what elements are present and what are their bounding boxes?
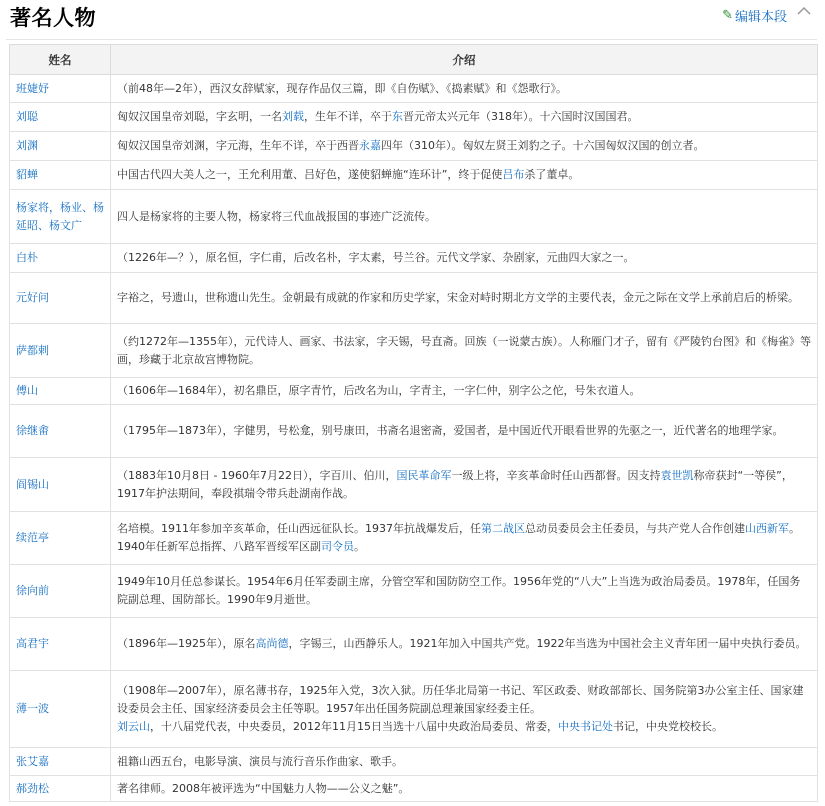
- intro-inline-link[interactable]: 刘载: [282, 110, 304, 123]
- person-intro-cell: [111, 618, 818, 671]
- intro-text: （1606年—1684年），初名鼎臣，原字青竹，后改名为山，字青主，一字仁仲，别字公之佗，号朱衣道人。: [117, 384, 641, 397]
- person-name-cell: [10, 458, 111, 512]
- intro-text: （前48年—2年），西汉女辞赋家，现存作品仅三篇，即《自伤赋》、《捣素赋》和《怨歌行》。: [117, 81, 567, 95]
- table-row: [10, 378, 818, 405]
- intro-inline-link[interactable]: 刘云山: [117, 720, 150, 733]
- intro-inline-link[interactable]: 永嘉: [359, 139, 381, 152]
- intro-inline-link[interactable]: 袁世凯: [660, 468, 694, 482]
- intro-text: 一级上将，辛亥革命时任山西都督。因支持: [451, 468, 661, 482]
- person-name-cell: [10, 75, 111, 103]
- intro-text: （1226年—？），原名恒，字仁甫，后改名朴，字太素，号兰谷。元代文学家、杂剧家，元曲四大家之一。: [117, 251, 635, 264]
- table-row: [10, 324, 818, 378]
- person-name-link[interactable]: 徐向前: [16, 584, 49, 597]
- table-row: [10, 405, 818, 458]
- person-intro-cell: [111, 748, 818, 776]
- table-row: [10, 512, 818, 565]
- person-name-link[interactable]: 貂蝉: [16, 168, 38, 181]
- intro-inline-link[interactable]: 第二战区: [481, 522, 525, 535]
- person-intro-cell: [111, 776, 818, 802]
- person-name-cell: [10, 378, 111, 405]
- person-name-link[interactable]: 高君宇: [16, 637, 49, 650]
- column-header-intro: 介绍: [111, 45, 818, 75]
- table-row: [10, 161, 818, 190]
- intro-inline-link[interactable]: 高尚德: [255, 637, 289, 650]
- intro-inline-link[interactable]: 司令员: [321, 540, 354, 553]
- intro-text: 总动员委员会主任委员，与共产党人合作创建: [525, 522, 745, 535]
- intro-text: 晋元帝太兴元年（318年）。十六国时汉国国君。: [403, 110, 639, 123]
- table-row: [10, 103, 818, 132]
- intro-text: 匈奴汉国皇帝刘聪，字玄明，一名: [117, 110, 282, 123]
- person-intro-cell: [111, 132, 818, 161]
- intro-text: 杀了董卓。: [524, 168, 580, 181]
- table-row: [10, 748, 818, 776]
- intro-text: （约1272年—1355年），元代诗人、画家、书法家，字天锡，号直斋。回族（一说蒙古族）。人称雁门才子，留有《严陵钓台图》和《梅雀》等画，珍藏于北京故宫博物院。: [117, 334, 811, 366]
- person-name-link[interactable]: 白朴: [16, 251, 38, 264]
- person-name-link[interactable]: 萨都剌: [16, 343, 49, 357]
- intro-text: 1949年10月任总参谋长。1954年6月任军委副主席，分管空军和国防防空工作。1956年党的“八大”上当选为政治局委员。1978年，任国务院副总理、国防部长。1990年9月逝世。: [117, 575, 801, 606]
- intro-text: （1883年10月8日 - 1960年7月22日），字百川、伯川，: [117, 468, 397, 482]
- table-row: [10, 75, 818, 103]
- table-row: [10, 273, 818, 324]
- person-name-cell: [10, 748, 111, 776]
- person-name-link[interactable]: 郝劲松: [16, 781, 49, 795]
- intro-text: 名培模。1911年参加辛亥革命，任山西远征队长。1937年抗战爆发后，任: [117, 522, 481, 535]
- person-name-link[interactable]: 刘渊: [16, 139, 38, 152]
- intro-inline-link[interactable]: 中央书记处: [558, 720, 613, 733]
- person-intro-cell: [111, 324, 818, 378]
- person-name-cell: [10, 671, 111, 748]
- intro-inline-link[interactable]: 山西新军: [745, 522, 789, 535]
- intro-text: 四年（310年）。匈奴左贤王刘豹之子。十六国匈奴汉国的创立者。: [381, 139, 705, 152]
- intro-text: 字裕之，号遗山，世称遗山先生。金朝最有成就的作家和历史学家，宋金对峙时期北方文学的主要代表，金元之际在文学上承前启后的桥梁。: [117, 291, 799, 304]
- intro-text: ，生年不详，卒于: [304, 110, 392, 123]
- section-title: 著名人物: [10, 6, 96, 30]
- intro-text: 著名律师。2008年被评选为“中国魅力人物——公义之魅”。: [117, 781, 410, 795]
- person-name-link[interactable]: 班婕妤: [16, 81, 49, 95]
- intro-inline-link[interactable]: 国民革命军: [396, 468, 452, 482]
- person-name-cell: [10, 512, 111, 565]
- intro-text: ，字锡三，山西静乐人。1921年加入中国共产党。1922年当选为中国社会主义青年团一届中央执行委员。: [288, 637, 807, 650]
- table-row: [10, 671, 818, 748]
- person-name-link[interactable]: 薄一波: [16, 702, 49, 715]
- person-intro-cell: [111, 512, 818, 565]
- person-name-cell: [10, 132, 111, 161]
- section-header: [6, 0, 817, 40]
- edit-section-label: 编辑本段: [734, 10, 787, 25]
- intro-text: 祖籍山西五台，电影导演、演员与流行音乐作曲家、歌手。: [117, 754, 403, 768]
- table-row: [10, 618, 818, 671]
- pencil-icon: ✎: [722, 8, 733, 23]
- intro-text: （1795年—1873年），字健男，号松龛，别号康田，书斋名退密斋，爱国者，是中国近代开眼看世界的先驱之一，近代著名的地理学家。: [117, 424, 784, 437]
- person-name-link[interactable]: 阎锡山: [16, 477, 49, 491]
- person-intro-cell: [111, 103, 818, 132]
- intro-inline-link[interactable]: 东: [392, 110, 403, 123]
- person-name-link[interactable]: 刘聪: [16, 110, 38, 123]
- table-row: [10, 190, 818, 244]
- person-name-cell: [10, 618, 111, 671]
- person-intro-cell: [111, 190, 818, 244]
- person-intro-cell: [111, 671, 818, 748]
- person-name-cell: [10, 161, 111, 190]
- intro-text: 中国古代四大美人之一，王允利用董、吕好色，遂使貂蝉施“连环计”，终于促使: [117, 168, 503, 181]
- intro-text: 书记，中央党校校长。: [613, 720, 723, 733]
- person-intro-cell: [111, 161, 818, 190]
- intro-text: 匈奴汉国皇帝刘渊，字元海，生年不详，卒于西晋: [117, 139, 359, 152]
- chevron-up-icon[interactable]: [795, 2, 813, 20]
- table-row: [10, 565, 818, 618]
- person-name-cell: [10, 244, 111, 273]
- table-row: [10, 132, 818, 161]
- intro-text: （1908年—2007年），原名薄书存，1925年入党，3次入狱。历任华北局第一书记、军区政委、财政部部长、国务院第3办公室主任、国家建设委员会主任、国家经济委员会主任等职。1957年出任国务院副总理兼国家经委主任。: [117, 684, 804, 715]
- person-name-cell: [10, 103, 111, 132]
- person-name-cell: [10, 776, 111, 802]
- intro-text: （1896年—1925年），原名: [117, 637, 256, 650]
- person-name-link[interactable]: 元好问: [16, 291, 49, 304]
- person-name-link[interactable]: 傅山: [16, 384, 38, 397]
- intro-text: 称帝获封“一等侯”，1917年护法期间，奉段祺瑞令带兵赴湖南作战。: [117, 468, 793, 500]
- table-row: [10, 776, 818, 802]
- table-header-row: [10, 45, 818, 75]
- person-name-cell: [10, 405, 111, 458]
- intro-text: 。1940年任新军总指挥、八路军晋绥军区副: [117, 522, 800, 553]
- person-name-link[interactable]: 续范亭: [16, 531, 49, 544]
- person-intro-cell: [111, 75, 818, 103]
- person-name-link[interactable]: 张艾嘉: [16, 754, 49, 768]
- column-header-name: 姓名: [10, 45, 111, 75]
- person-intro-cell: [111, 458, 818, 512]
- person-intro-cell: [111, 244, 818, 273]
- person-intro-cell: [111, 378, 818, 405]
- edit-section-link[interactable]: [722, 6, 787, 25]
- table-row: [10, 244, 818, 273]
- person-intro-cell: [111, 273, 818, 324]
- person-name-cell: [10, 565, 111, 618]
- person-name-cell: [10, 324, 111, 378]
- person-name-cell: [10, 190, 111, 244]
- intro-text: 。: [354, 540, 365, 553]
- intro-inline-link[interactable]: 吕布: [502, 168, 525, 181]
- person-name-link[interactable]: 徐继畬: [16, 424, 49, 437]
- people-table: [9, 44, 818, 802]
- person-name-cell: [10, 273, 111, 324]
- intro-text: 四人是杨家将的主要人物，杨家将三代血战报国的事迹广泛流传。: [117, 209, 436, 223]
- intro-text: ，十八届党代表，中央委员，2012年11月15日当选十八届中央政治局委员、常委，: [150, 720, 558, 733]
- person-intro-cell: [111, 565, 818, 618]
- person-intro-cell: [111, 405, 818, 458]
- table-row: [10, 458, 818, 512]
- person-name-link[interactable]: 杨家将，杨业、杨延昭、杨文广: [16, 200, 104, 232]
